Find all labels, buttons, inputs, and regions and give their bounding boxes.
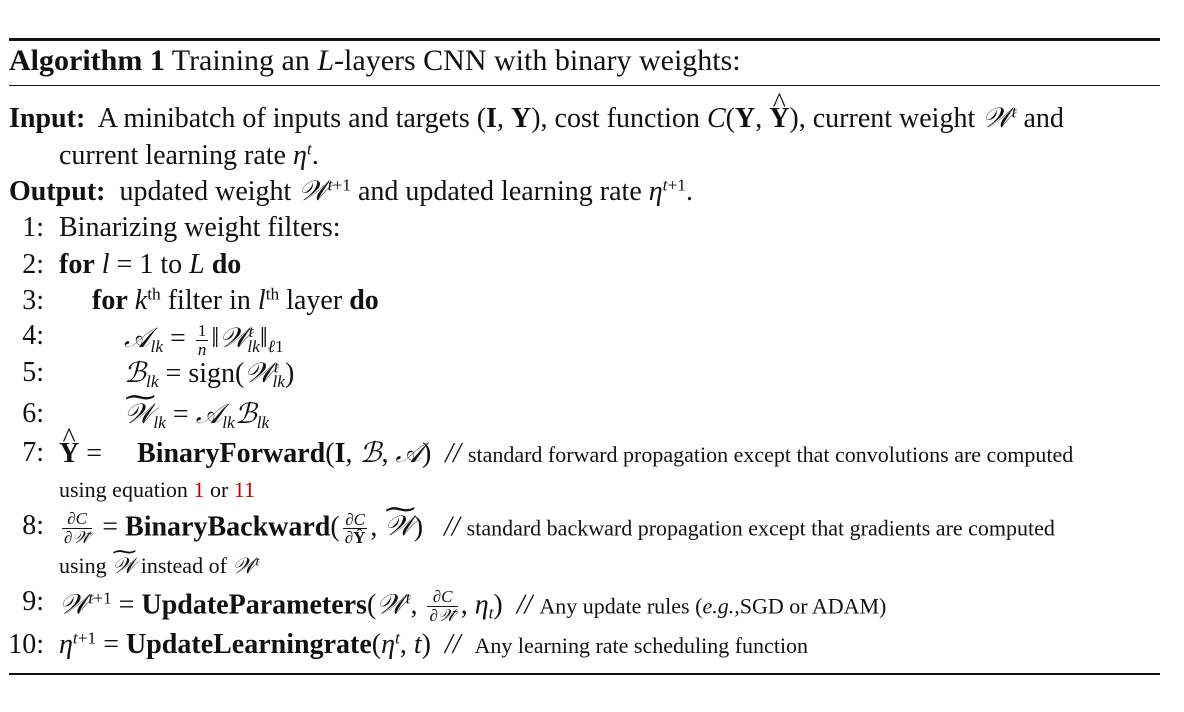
step-text: Binarizing weight filters: bbox=[59, 212, 341, 243]
keyword-for: for bbox=[92, 285, 128, 316]
step-number: 1: bbox=[22, 212, 44, 243]
top-rule bbox=[9, 38, 1160, 41]
title-part-2: -layers CNN with binary weights: bbox=[334, 44, 741, 77]
comment-8a: standard backward propagation except that gradients are computed bbox=[466, 515, 1055, 541]
comment-9-eg: e.g., bbox=[702, 593, 740, 619]
fn-update-learningrate: UpdateLearningrate bbox=[126, 629, 372, 660]
output-line: Output: updated weight 𝒲$^{t+1}$ and updated learning rate $\eta^{t+1}$. bbox=[9, 174, 693, 207]
title-L: L bbox=[317, 44, 335, 77]
comment-9-1: Any update rules ( bbox=[539, 593, 703, 619]
input-text-1: A minibatch of inputs and targets bbox=[97, 103, 470, 134]
ref-eq-11[interactable]: 11 bbox=[233, 477, 255, 502]
step-number: 8: bbox=[22, 510, 44, 541]
step-8-cont: using ~ 𝒲 instead of 𝒲$^t$ bbox=[59, 555, 259, 578]
ref-eq-1[interactable]: 1 bbox=[193, 477, 205, 502]
input-text-5: current learning rate bbox=[59, 140, 286, 171]
step-body: ℬ$_{lk}$ = sign(𝒲$^t_{lk}$) bbox=[124, 356, 295, 392]
fraction: $\frac{\partial C}{\text{∂𝒲̃}}$ bbox=[64, 509, 91, 548]
keyword-to: to bbox=[160, 249, 183, 280]
step-body: for $k^{th}$ filter in $l^{th}$ layer do bbox=[92, 284, 379, 316]
step-number: 10: bbox=[8, 629, 44, 660]
comment-10: Any learning rate scheduling function bbox=[474, 633, 809, 658]
fn-sign: sign bbox=[188, 358, 236, 389]
step-number: 5: bbox=[22, 357, 44, 388]
step-number: 3: bbox=[22, 285, 44, 316]
step-body: for l = 1 to L do bbox=[59, 249, 242, 280]
title-part-1: Training an bbox=[171, 44, 318, 77]
fraction: $\frac{\partial C}{\partial Ŷ}$ bbox=[344, 509, 366, 548]
keyword-do: do bbox=[211, 249, 242, 280]
step-body: $\eta^{t+1}$ = $UpdateLearningrate(\eta^t$, t) // Any learning rate scheduling function bbox=[59, 628, 809, 660]
fn-binary-backward: BinaryBackward bbox=[125, 511, 331, 543]
input-text-3: , current weight bbox=[798, 103, 976, 134]
input-line: Input: A minibatch of inputs and targets (I, Y), cost function C(Y, ^ Y), current weight 𝒲$^t$ and bbox=[9, 104, 1064, 133]
step-body: ^ Y = BinaryForward(I, ℬ, 𝒜) // standard forward propagation except that convolutions are computed bbox=[59, 439, 1073, 468]
algorithm-title bbox=[9, 46, 741, 76]
output-text-2: and updated learning rate bbox=[357, 176, 642, 207]
text-or: or bbox=[209, 477, 229, 502]
step-number: 4: bbox=[22, 320, 44, 351]
fn-update-parameters: UpdateParameters bbox=[141, 589, 367, 621]
input-line-2: current learning rate $\eta^t$. bbox=[59, 139, 319, 171]
superscript-th: th bbox=[265, 284, 280, 304]
output-text-1: updated weight bbox=[119, 176, 292, 207]
comment-9-2: SGD or ADAM) bbox=[739, 593, 887, 619]
output-label: Output: bbox=[9, 176, 106, 207]
text-layer: layer bbox=[286, 285, 343, 316]
step-number: 2: bbox=[22, 249, 44, 280]
input-text-4: and bbox=[1023, 103, 1064, 134]
algorithm-label: Algorithm 1 bbox=[9, 44, 165, 77]
step-body: ~ 𝒲$_{lk}$ = 𝒜$_{lk}$ℬ$_{lk}$ bbox=[124, 400, 269, 429]
fn-binary-forward: BinaryForward bbox=[137, 438, 326, 469]
step-body: 𝒜$_{lk}$ = $\frac{1}{n}$ $‖𝒲^t_{lk}‖_{\ell 1}$ bbox=[124, 320, 284, 359]
keyword-for: for bbox=[59, 249, 95, 280]
step-number: 9: bbox=[22, 586, 44, 617]
step-number: 7: bbox=[22, 437, 44, 468]
fraction: $\frac{1}{n}$ bbox=[197, 321, 207, 359]
comment-8b-1: using bbox=[59, 553, 107, 578]
comment-7b: using equation bbox=[59, 477, 188, 502]
fraction: $\frac{\partial C}{\text{∂𝒲̃}}$ bbox=[429, 587, 456, 626]
step-body: 𝒲$^{t+1}$ = UpdateParameters(𝒲$^t$, $\frac{\partial C}{\text{∂𝒲̃}}$ , $\eta_t$) // Any update rules (e.g.,SGD or ADAM) bbox=[59, 587, 887, 626]
text-filter: filter in bbox=[167, 285, 251, 316]
mid-rule bbox=[9, 85, 1160, 86]
comment-7a: standard forward propagation except that convolutions are computed bbox=[467, 442, 1074, 467]
step-body: $\frac{\partial C}{\text{∂𝒲̃}}$ = BinaryBackward( $\frac{\partial C}{\partial Ŷ}$ , ~ 𝒲) // standard backward propagation except that gradients are computed bbox=[59, 510, 1055, 548]
keyword-do: do bbox=[349, 285, 379, 316]
step-7-cont bbox=[59, 479, 255, 501]
comment-8b-2: instead of bbox=[140, 553, 227, 578]
input-label: Input: bbox=[9, 103, 86, 134]
step-number: 6: bbox=[22, 398, 44, 429]
superscript-th: th bbox=[147, 284, 161, 304]
bottom-rule bbox=[9, 673, 1160, 675]
input-text-2: , cost function bbox=[540, 103, 700, 134]
